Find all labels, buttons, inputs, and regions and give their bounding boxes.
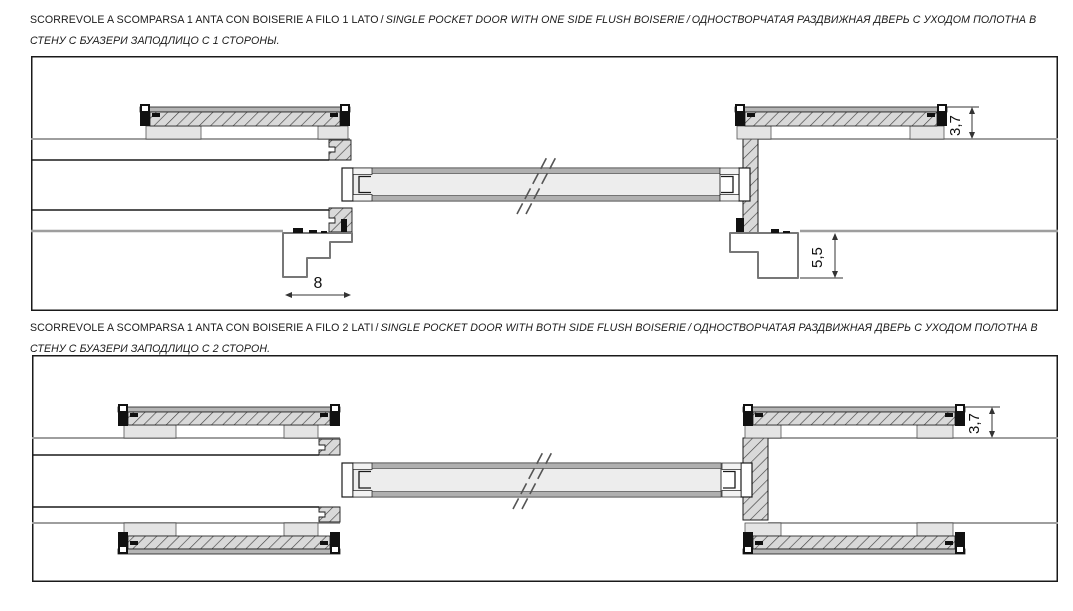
mounting-block: [318, 126, 348, 139]
mounting-block: [146, 126, 201, 139]
dimension-casing-width: [285, 275, 351, 298]
door-stile-profile: [739, 168, 750, 201]
panel-core: [150, 112, 340, 126]
wall-right: [736, 139, 1058, 233]
dimension-label-3-7: 3,7: [947, 115, 964, 136]
brush-seal: [736, 218, 744, 232]
panel-core: [753, 412, 955, 425]
mounting-block: [284, 425, 318, 438]
mounting-block: [737, 126, 771, 139]
caption-1-separator-a: /: [380, 14, 384, 26]
boiserie-panel-lower-left: [118, 523, 340, 554]
mounting-block: [124, 425, 176, 438]
panel-core: [128, 536, 330, 549]
dimension-label-3-7: 3,7: [966, 413, 983, 434]
dimension-boiserie-offset: [947, 107, 979, 139]
casing-profile-left: [283, 228, 352, 277]
dimension-label-8: 8: [313, 275, 323, 292]
door-stile-profile: [342, 463, 353, 497]
dimension-boiserie-offset: [965, 407, 1000, 438]
caption-1-separator-b: /: [686, 14, 690, 26]
caption-1-italian: SCORREVOLE A SCOMPARSA 1 ANTA CON BOISERIE A FILO 1 LATO: [30, 14, 379, 26]
door-stile-profile: [342, 168, 353, 201]
caption-1-english: SINGLE POCKET DOOR WITH ONE SIDE FLUSH BOISERIE: [385, 14, 685, 26]
panel-face: [743, 549, 965, 554]
caption-1-russian: ОДНОСТВОРЧАТАЯ РАЗДВИЖНАЯ ДВЕРЬ С УХОДОМ ПОЛОТНА В СТЕНУ С БУАЗЕРИ ЗАПОДЛИЦО С 1 СТОРОНЫ.: [30, 14, 1037, 47]
caption-2-separator-b: /: [688, 322, 692, 334]
caption-diagram-2: [30, 318, 1048, 360]
brush-seal: [341, 219, 347, 232]
diagram-pocket-door-2-sides-flush: [32, 355, 1058, 582]
pocket-wall-left: [31, 139, 352, 232]
caption-2-italian: SCORREVOLE A SCOMPARSA 1 ANTA CON BOISERIE A FILO 2 LATI: [30, 322, 374, 334]
pocket-wall-left: [32, 438, 340, 523]
mounting-block: [284, 523, 318, 536]
door-leaf: [342, 155, 750, 214]
panel-core: [753, 536, 955, 549]
panel-core: [128, 412, 330, 425]
mounting-block: [910, 126, 944, 139]
boiserie-panel-lower-right: [743, 523, 965, 554]
panel-face: [735, 107, 947, 112]
dimension-label-5-5: 5,5: [809, 247, 826, 268]
caption-2-english: SINGLE POCKET DOOR WITH BOTH SIDE FLUSH BOISERIE: [380, 322, 687, 334]
door-stile-profile: [741, 463, 752, 497]
panel-core: [745, 112, 937, 126]
pocket-mouth-jamb-upper: [319, 439, 340, 455]
panel-face: [140, 107, 350, 112]
caption-diagram-1: [30, 10, 1048, 52]
wall-right: [743, 438, 1058, 523]
pocket-mouth-jamb-lower: [319, 507, 340, 522]
panel-face: [118, 549, 340, 554]
mounting-block: [917, 523, 953, 536]
panel-face: [743, 407, 965, 412]
mounting-block: [124, 523, 176, 536]
mounting-block: [745, 425, 781, 438]
casing-profile-right: [730, 229, 798, 278]
boiserie-panel-upper-right: [743, 404, 965, 438]
boiserie-panel-upper-left: [118, 404, 340, 438]
boiserie-panel-right: [735, 104, 947, 139]
door-leaf: [342, 450, 752, 509]
pocket-mouth-jamb-upper: [329, 140, 351, 160]
pocket-mouth-jamb-lower: [329, 208, 352, 232]
caption-2-russian: ОДНОСТВОРЧАТАЯ РАЗДВИЖНАЯ ДВЕРЬ С УХОДОМ ПОЛОТНА В СТЕНУ С БУАЗЕРИ ЗАПОДЛИЦО С 2 СТОРОН.: [30, 322, 1038, 355]
mounting-block: [917, 425, 953, 438]
caption-2-separator-a: /: [375, 322, 379, 334]
diagram-pocket-door-1-side-flush: [31, 56, 1058, 311]
panel-face: [118, 407, 340, 412]
dimension-jamb-casing-depth: [800, 233, 843, 278]
boiserie-panel-left: [140, 104, 350, 139]
